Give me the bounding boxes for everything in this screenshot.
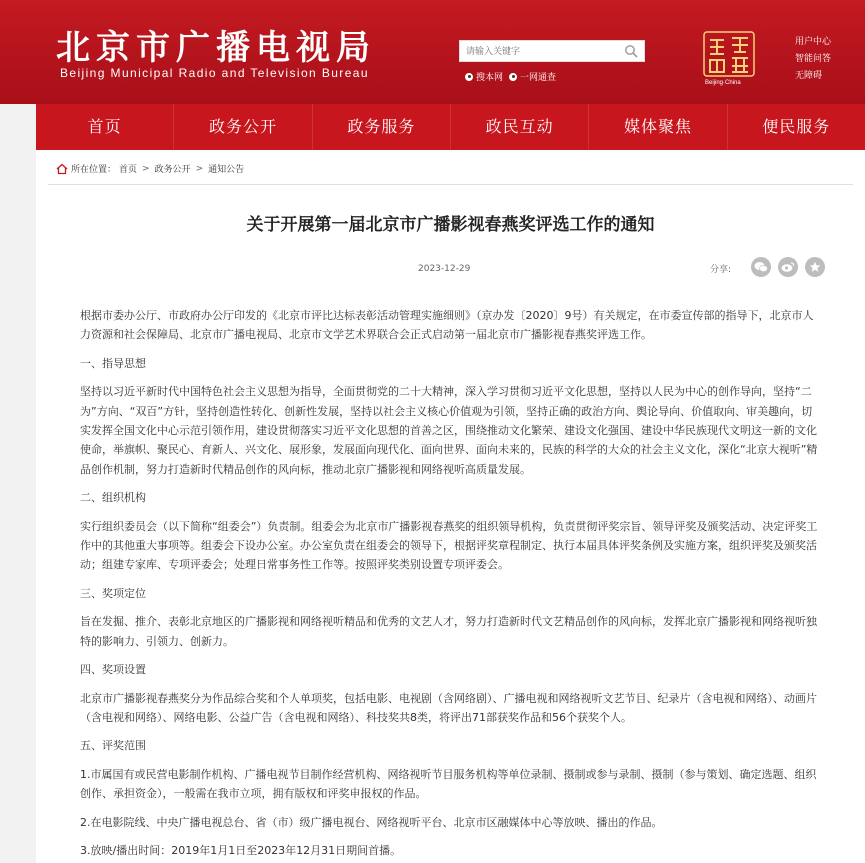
section-heading: 三、奖项定位 [80,586,146,600]
paragraph: 实行组织委员会（以下简称“组委会”）负责制。组委会为北京市广播影视春燕奖的组织领导机构，负责贯彻评奖宗旨、领导评奖及颁奖活动、决定评奖工作中的其他重大事项等。组委会下设办公室。办公室负责在组委会的领导下，根据评奖章程制定、执行本届具体评奖条例及实施方案，组织评奖及颁奖活动；组建专家库、专项评委会；处理日常事务性工作等。按照评奖类别设置专项评委会。 [80,519,818,572]
section-heading: 五、评奖范围 [80,739,146,753]
star-icon [809,261,821,273]
radio-icon [509,73,517,81]
paragraph: 根据市委办公厅、市政府办公厅印发的《北京市评比达标表彰活动管理实施细则》（京办发〔2020〕9号）有关规定，在市委宣传部的指导下，北京市人力资源和社会保障局、北京市广播电视局、北京市文学艺术界联合会正式启动第一届北京市广播影视春燕奖评选工作。 [80,309,814,342]
radio-search-all-label: 一网通查 [520,73,557,83]
main-nav [36,104,865,150]
site-header [0,0,865,104]
capital-seal-icon [702,30,756,86]
main-content [36,150,865,863]
wechat-icon [754,261,768,273]
paragraph: 1.市属国有或民营电影制作机构、广播电视节目制作经营机构、网络视听节目服务机构等单位录制、摄制或参与录制、摄制（参与策划、确定选题、组织创作、承担资金），一般需在我市立项，拥有版权和评奖申报权的作品。 [80,767,817,801]
nav-gov-affairs[interactable]: 政务公开 [174,104,312,150]
section-heading: 一、指导思想 [80,356,146,370]
breadcrumb-separator: > [195,163,204,174]
radio-search-site[interactable] [465,70,503,83]
paragraph: 坚持以习近平新时代中国特色社会主义思想为指导，全面贯彻党的二十大精神，深入学习贯彻习近平文化思想，坚持以人民为中心的创作导向，坚持“二为”方向、“双百”方针，坚持创造性转化、创新性发展，坚持以社会主义核心价值观为引领，坚持正确的政治方向、舆论导向、价值取向、审美趣向，切实发挥全国文化中心示范引领作用，建设贯彻落实习近平文化思想的首善之区，围绕推动文化繁荣、建设文化强国、建设中华民族现代文明这一新的文化使命，举旗帜、聚民心、育新人、兴文化、展形象，发展面向现代化、面向世界、面向未来的，民族的科学的大众的社会主义文化，深化“北京大视听”精品创作机制，努力打造新时代精品创作的风向标，推动北京广播影视和网络视听高质量发展。 [80,385,818,476]
search-input[interactable] [466,44,616,60]
site-logo-subtitle: Beijing Municipal Radio and Television Bureau [60,66,369,80]
search-scope [465,70,556,83]
weibo-icon [781,261,795,273]
breadcrumb-home[interactable]: 首页 [119,165,138,175]
paragraph: 2.在电影院线、中央广播电视总台、省（市）级广播电视台、网络视听平台、北京市区融媒体中心等放映、播出的作品。 [80,815,663,829]
breadcrumb-divider [48,184,853,185]
breadcrumb-separator: > [142,163,150,174]
share-wechat-button[interactable] [751,257,771,277]
site-logo-title[interactable]: 北京市广播电视局 [56,28,376,68]
nav-interaction[interactable]: 政民互动 [451,104,589,150]
nav-media[interactable]: 媒体聚焦 [589,104,727,150]
link-user-center[interactable]: 用户中心 [795,37,832,47]
link-smart-qa[interactable]: 智能问答 [795,54,832,64]
search-box [459,40,645,62]
search-icon[interactable] [624,44,638,58]
paragraph: 北京市广播影视春燕奖分为作品综合奖和个人单项奖，包括电影、电视剧（含网络剧）、广播电视和网络视听文艺节目、纪录片（含电视和网络）、动画片（含电视和网络）、网络电影、公益广告（含电视和网络）、科技奖共8类，将评出71部获奖作品和56个获奖个人。 [80,691,817,724]
paragraph: 旨在发掘、推介、表彰北京地区的广播影视和网络视听精品和优秀的文艺人才，努力打造新时代文艺精品创作的风向标，发挥北京广播影视和网络视听独特的影响力、引领力、创新力。 [80,615,817,648]
nav-gov-services[interactable]: 政务服务 [313,104,451,150]
nav-convenience[interactable]: 便民服务 [762,117,831,136]
radio-search-all[interactable] [509,70,556,83]
breadcrumb [56,162,244,175]
share-weibo-button[interactable] [778,257,798,277]
seal-caption: Beijing·China [705,80,741,86]
paragraph: 3.放映/播出时间：2019年1月1日至2023年12月31日期间首播。 [80,843,402,857]
link-accessibility[interactable]: 无障碍 [795,71,823,81]
section-heading: 四、奖项设置 [80,663,146,677]
share-label: 分享: [710,265,732,275]
top-links [795,34,831,85]
radio-search-site-label: 搜本网 [476,73,504,83]
section-heading: 二、组织机构 [80,491,146,505]
article-date: 2023-12-29 [418,264,471,274]
breadcrumb-gov-affairs[interactable]: 政务公开 [154,165,191,175]
breadcrumb-label: 所在位置： [71,165,117,175]
breadcrumb-notices[interactable]: 通知公告 [208,165,245,175]
article-body [80,306,820,863]
article-title: 关于开展第一届北京市广播影视春燕奖评选工作的通知 [246,215,655,235]
radio-checked-icon [465,73,473,81]
favorite-button[interactable] [805,257,825,277]
nav-home[interactable]: 首页 [36,104,174,150]
home-icon [56,163,68,175]
